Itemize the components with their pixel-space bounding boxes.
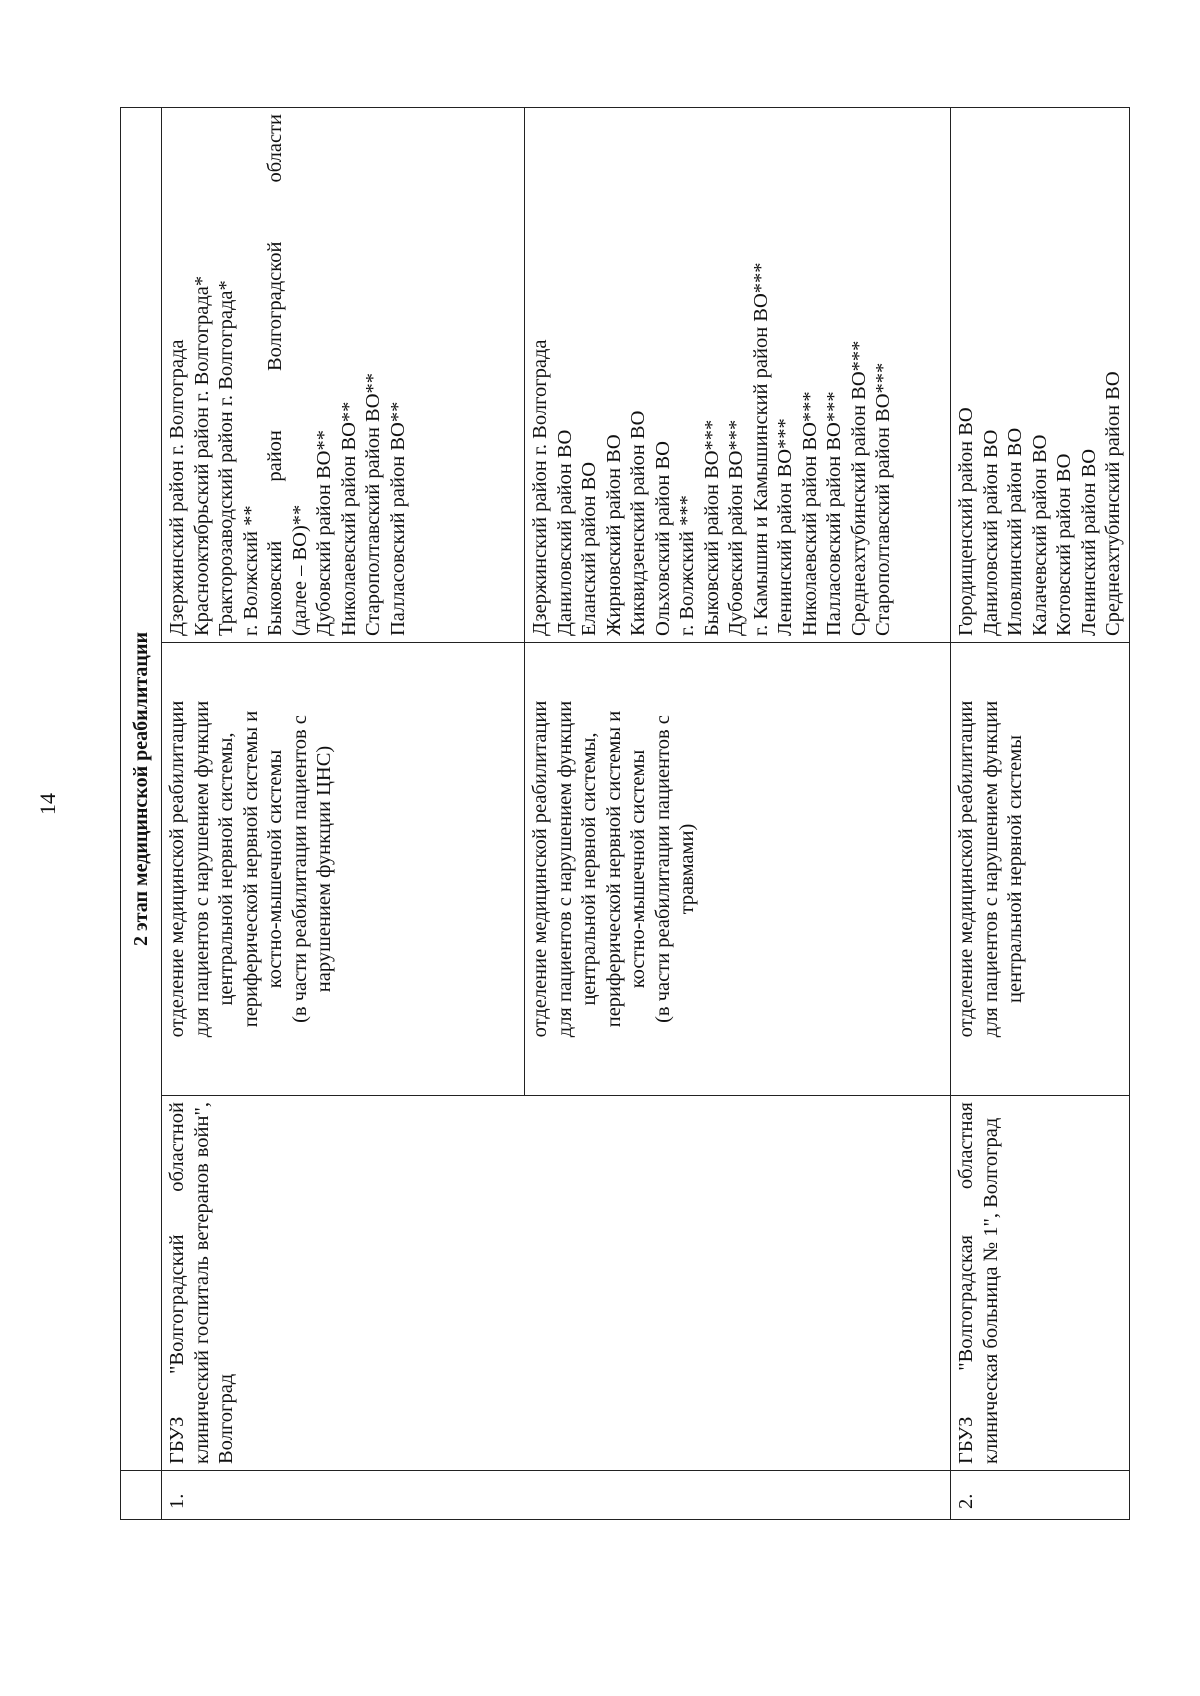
list-item: Николаевский район ВО** <box>337 401 360 636</box>
list-item: Ленинский район ВО <box>1077 448 1100 636</box>
list-item: г. Волжский *** <box>676 495 698 636</box>
service-areas-list <box>165 114 410 636</box>
department-cell <box>525 643 951 1096</box>
department-line: костно-мышечной системы <box>627 749 649 989</box>
service-areas-cell <box>162 107 525 642</box>
department-line: периферической нервной системы и <box>602 710 625 1028</box>
service-areas-list <box>954 114 1126 636</box>
department-cell <box>162 643 525 1096</box>
list-item: Даниловский район ВО <box>553 429 576 636</box>
list-item: Тракторозаводский район г. Волгограда* <box>215 280 237 636</box>
page-number: 14 <box>35 793 60 815</box>
department-line: центральной нервной системы, <box>215 732 237 1006</box>
organization-name: ГБУЗ "Волгоградский областной клинический госпиталь ветеранов войн", Волгоград <box>166 1102 237 1464</box>
list-item: Старополтавский район ВО** <box>362 372 384 636</box>
row-number: 1. <box>162 1471 951 1520</box>
list-item: Быковский район ВО*** <box>700 419 723 636</box>
department-line: центральной нервной системы <box>1004 735 1026 1003</box>
list-item: Котовский район ВО <box>1053 453 1075 636</box>
list-item: Среднеахтубинский район ВО <box>1102 371 1124 636</box>
rotated-table-container <box>120 108 1124 1520</box>
list-item: Дубовский район ВО** <box>313 430 335 636</box>
department-line: отделение медицинской реабилитации <box>529 700 551 1038</box>
row-number: 2. <box>951 1471 1130 1520</box>
department-line: (в части реабилитации пациентов с <box>651 715 674 1023</box>
service-areas-list <box>528 114 896 636</box>
list-item: Жирновский район ВО <box>602 434 625 636</box>
service-areas-cell <box>525 107 951 642</box>
list-item: Киквидзенский район ВО <box>627 410 649 636</box>
department-line: (в части реабилитации пациентов с <box>288 715 311 1023</box>
department-cell <box>951 643 1130 1096</box>
department-line: для пациентов с нарушением функции <box>190 700 213 1038</box>
organization-cell <box>951 1096 1130 1471</box>
organization-cell <box>162 1096 951 1471</box>
list-item: Быковский район Волгоградской области <box>264 113 286 636</box>
list-item: Дзержинский район г. Волгограда <box>529 339 551 636</box>
list-item: Калачевский район ВО <box>1028 434 1051 636</box>
list-item: Даниловский район ВО <box>979 429 1002 636</box>
department-line: костно-мышечной системы <box>264 749 286 989</box>
department-line: центральной нервной системы, <box>578 732 600 1006</box>
department-line: для пациентов с нарушением функции <box>553 700 576 1038</box>
stage-title: 2 этап медицинской реабилитации <box>121 107 162 1470</box>
service-areas-cell <box>951 107 1130 642</box>
list-item: Ленинский район ВО*** <box>774 418 796 636</box>
list-item: Дзержинский район г. Волгограда <box>166 339 188 636</box>
list-item: Иловлинский район ВО <box>1004 427 1026 636</box>
table-row <box>162 107 525 1519</box>
department-line: отделение медицинской реабилитации <box>166 700 188 1038</box>
department-line: нарушением функции ЦНС) <box>313 745 335 993</box>
list-item: Ольховский район ВО <box>651 441 674 636</box>
organization-name: ГБУЗ "Волгоградская областная клиническая больница № 1", Волгоград <box>955 1102 1002 1464</box>
list-item: Среднеахтубинский район ВО*** <box>847 340 870 636</box>
list-item: г. Волжский ** <box>239 505 262 636</box>
stage-header-row <box>121 107 162 1519</box>
list-item: Палласовский район ВО*** <box>823 391 845 636</box>
list-item: (далее – ВО)** <box>288 504 311 636</box>
list-item: Городищенский район ВО <box>955 407 977 636</box>
list-item: г. Камышин и Камышинский район ВО*** <box>749 262 772 636</box>
department-line: отделение медицинской реабилитации <box>955 700 977 1038</box>
list-item: Палласовский район ВО** <box>386 401 409 636</box>
list-item: Дубовский район ВО*** <box>725 419 747 636</box>
department-line: для пациентов с нарушением функции <box>979 700 1002 1038</box>
rehabilitation-table <box>120 107 1130 1520</box>
list-item: Еланский район ВО <box>578 461 600 636</box>
department-line: травмами) <box>676 823 698 915</box>
department-line: периферической нервной системы и <box>239 710 262 1028</box>
table-row <box>951 107 1130 1519</box>
list-item: Николаевский район ВО*** <box>798 391 821 636</box>
list-item: Краснооктябрьский район г. Волгограда* <box>190 275 213 636</box>
list-item: Старополтавский район ВО*** <box>872 362 894 636</box>
